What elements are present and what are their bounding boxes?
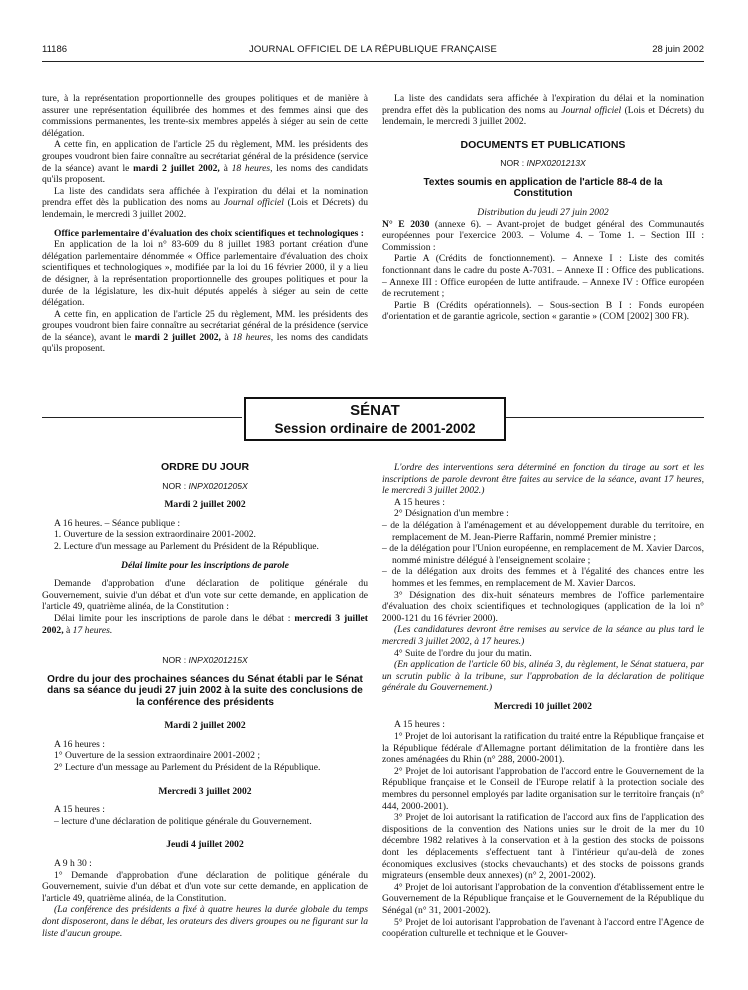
- agenda-subtitle: Ordre du jour des prochaines séances du Sénat établi par le Sénat dans sa séance du jeudi 27 juin 2002 à la suite des conclusions de la conférence des présidents: [47, 673, 363, 708]
- list-item: – de la délégation pour l'Union européenne, en remplacement de M. Xavier Darcos, nommé ministre délégué à l'enseignement scolaire ;: [382, 543, 704, 566]
- day-heading: Mardi 2 juillet 2002: [164, 720, 246, 732]
- agenda-item: 1° Ouverture de la session extraordinaire 2001-2002 ;: [54, 750, 261, 762]
- paragraph: Partie A (Crédits de fonctionnement). – Annexe I : Liste des comités fonctionnant dans le cadre du poste A-7031. – Annexe II : Office des publications. – Annexe III : Office européen de lutte antifraude. – Annexe IV : Office européen de recrutement ;: [382, 253, 704, 300]
- paragraph: A cette fin, en application de l'article 25 du règlement, MM. les présidents des groupes voudront bien faire connaître au secrétariat général de la présidence (service de la séance), avant le mardi 2 juillet 2002, à 18 heures, les noms des candidats qu'ils proposent.: [42, 308, 368, 355]
- day-heading: Mardi 2 juillet 2002: [164, 499, 246, 511]
- time-line: A 15 heures :: [54, 804, 105, 816]
- agenda-item: 2° Désignation d'un membre :: [394, 508, 509, 520]
- divider: [42, 417, 242, 418]
- subsection-title: Textes soumis en application de l'article 88-4 de la Constitution: [423, 176, 663, 200]
- paragraph: La liste des candidats sera affichée à l'expiration du délai et la nomination prendra effet dès la publication des noms au Journal officiel (Lois et Décrets) du lendemain, le mercredi 3 juillet 2002.: [42, 185, 368, 220]
- section-title: DOCUMENTS ET PUBLICATIONS: [460, 138, 626, 151]
- agenda-item: 1. Ouverture de la session extraordinaire 2001-2002.: [54, 529, 256, 541]
- paragraph: En application de la loi n° 83-609 du 8 juillet 1983 portant création d'une délégation parlementaire dénommée « Office parlementaire d'évaluation des choix scientifiques et technologiques », modifiée par la loi du 16 février 2000, il y a lieu de désigner, à la représentation proportionnelle des groupes politiques et pour la durée de la législature, les dix-huit députés appelés à siéger au sein de cette délégation.: [42, 239, 368, 309]
- nor-reference: NOR : INPX0201215X: [162, 655, 248, 666]
- subsection-heading: Délai limite pour les inscriptions de parole: [121, 559, 289, 571]
- agenda-item: 2° Lecture d'un message au Parlement du Président de la République.: [54, 762, 321, 773]
- agenda-title: ORDRE DU JOUR: [160, 461, 250, 473]
- note: L'ordre des interventions sera déterminé en fonction du tirage au sort et les inscriptions de parole devront être faites au service de la séance, avant 17 heures, le mercredi 3 juillet 2002.): [382, 462, 704, 497]
- senat-title-box: [244, 397, 506, 441]
- agenda-item: 2° Projet de loi autorisant l'approbation de l'accord entre le Gouvernement de la République française et le Conseil de l'Europe relatif à la protection sociale des membres du personnel employés par ladite organisation sur le territoire français (n° 444, 2000-2001).: [382, 765, 704, 812]
- header-rule: [42, 61, 704, 62]
- paragraph: ture, à la représentation proportionnelle des groupes politiques et de manière à assurer une représentation équilibrée des hommes et des femmes ainsi que des commissions permanentes, les trente-six membres appelés à siéger au sein de cette délégation.: [42, 93, 368, 139]
- nor-reference: NOR : INPX0201213X: [500, 158, 586, 169]
- senat-title: SÉNAT: [350, 402, 400, 419]
- paragraph: Demande d'approbation d'une déclaration de politique générale du Gouvernement, suivie d'un débat et d'un vote sur cette demande, en application de l'article 49, quatrième alinéa, de la Constitution :: [42, 578, 368, 613]
- agenda-item: 1° Demande d'approbation d'une déclaration de politique générale du Gouvernement, suivie d'un débat et d'un vote sur cette demande, en application de l'article 49, quatrième alinéa, de la Constitution.: [42, 869, 368, 904]
- time-line: A 16 heures :: [54, 738, 105, 750]
- top-left-column: [42, 93, 368, 355]
- list-item: – de la délégation à l'aménagement et au développement durable du territoire, en remplacement de M. Jean-Pierre Raffarin, nommé Premier ministre ;: [382, 519, 704, 543]
- day-heading: Mercredi 3 juillet 2002: [158, 785, 252, 797]
- nor-reference: NOR : INPX0201205X: [162, 480, 248, 491]
- agenda-item: 4° Suite de l'ordre du jour du matin.: [394, 647, 532, 659]
- time-line: A 9 h 30 :: [54, 857, 92, 869]
- note: (En application de l'article 60 bis, alinéa 3, du règlement, le Sénat statuera, par un scrutin public à la tribune, sur l'approbation de la déclaration de politique générale du Gouvernement.): [382, 659, 704, 694]
- day-heading: Mercredi 10 juillet 2002: [494, 700, 592, 712]
- section-heading: Office parlementaire d'évaluation des choix scientifiques et technologiques :: [54, 227, 364, 239]
- agenda-item: 2. Lecture d'un message au Parlement du Président de la République.: [54, 540, 319, 552]
- page-header: [42, 44, 704, 58]
- bottom-left-column: [42, 462, 368, 939]
- note: (La conférence des présidents a fixé à quatre heures la durée globale du temps dont disposeront, dans le débat, les orateurs des divers groupes ou ne figurant sur la liste d'aucun groupe.: [42, 904, 368, 939]
- divider: [506, 417, 704, 418]
- session-title: Session ordinaire de 2001-2002: [274, 421, 476, 436]
- day-heading: Jeudi 4 juillet 2002: [166, 839, 244, 851]
- agenda-item: – lecture d'une déclaration de politique générale du Gouvernement.: [54, 815, 312, 827]
- agenda-item: 5° Projet de loi autorisant l'approbation de l'avenant à l'accord entre l'Agence de coopération culturelle et technique et le Gouver-: [382, 916, 704, 940]
- paragraph: A cette fin, en application de l'article 25 du règlement, MM. les présidents des groupes voudront bien faire connaître au secrétariat général de la présidence (service de la séance) avant le mardi 2 juillet 2002, à 18 heures, les noms des candidats qu'ils proposent.: [42, 139, 368, 186]
- top-right-column: [382, 93, 704, 323]
- journal-title: JOURNAL OFFICIEL DE LA RÉPUBLIQUE FRANÇAISE: [248, 44, 498, 55]
- time-line: A 15 heures :: [394, 496, 445, 508]
- document-entry: N° E 2030 (annexe 6). – Avant-projet de budget général des Communautés européennes pour l'exercice 2003. – Volume 4. – Tome 1. – Section III : Commission :: [382, 218, 704, 253]
- list-item: – de la délégation aux droits des femmes et à l'égalité des chances entre les hommes et les femmes, en remplacement de M. Xavier Darcos.: [382, 566, 704, 589]
- bottom-right-column: [382, 462, 704, 940]
- agenda-item: 3° Projet de loi autorisant la ratification de l'accord aux fins de l'application des dispositions de la convention des Nations unies sur le droit de la mer du 10 décembre 1982 relatives à la conservation et à la gestion des stocks de poissons dont les déplacements s'effectuent tant à l'intérieur qu'au-delà de zones économiques exclusives (stocks chevauchants) et des stocks de poissons grands migrateurs (ensemble deux annexes) (n° 2, 2001-2002).: [382, 812, 704, 882]
- page-number: 11186: [42, 44, 68, 55]
- paragraph: La liste des candidats sera affichée à l'expiration du délai et la nomination prendra effet dès la publication des noms au Journal officiel (Lois et Décrets) du lendemain, le mercredi 3 juillet 2002.: [382, 93, 704, 128]
- note: (Les candidatures devront être remises au service de la séance au plus tard le mercredi 3 juillet 2002, à 17 heures.): [382, 624, 704, 647]
- time-line: A 16 heures. – Séance publique :: [54, 517, 181, 529]
- agenda-item: 1° Projet de loi autorisant la ratification du traité entre la République française et la République fédérale d'Allemagne portant délimitation de la frontière dans les zones aménagées du Rhin (n° 288, 2000-2001).: [382, 731, 704, 766]
- paragraph: Délai limite pour les inscriptions de parole dans le débat : mercredi 3 juillet 2002, à 17 heures.: [42, 612, 369, 636]
- agenda-item: 3° Désignation des dix-huit sénateurs membres de l'office parlementaire d'évaluation des choix scientifiques et technologiques (application de la loi n° 2000-121 du 16 février 2000).: [382, 589, 704, 624]
- time-line: A 15 heures :: [394, 719, 445, 731]
- paragraph: Partie B (Crédits opérationnels). – Sous-section B I : Fonds européen d'orientation et de garantie agricole, section « garantie » (COM [2002] 300 FR).: [382, 299, 704, 323]
- issue-date: 28 juin 2002: [652, 44, 704, 55]
- distribution-date: Distribution du jeudi 27 juin 2002: [477, 206, 609, 218]
- agenda-item: 4° Projet de loi autorisant l'approbation de la convention d'établissement entre le Gouvernement de la République française et le Gouvernement de la République du Sénégal (n° 31, 2001-2002).: [382, 881, 704, 916]
